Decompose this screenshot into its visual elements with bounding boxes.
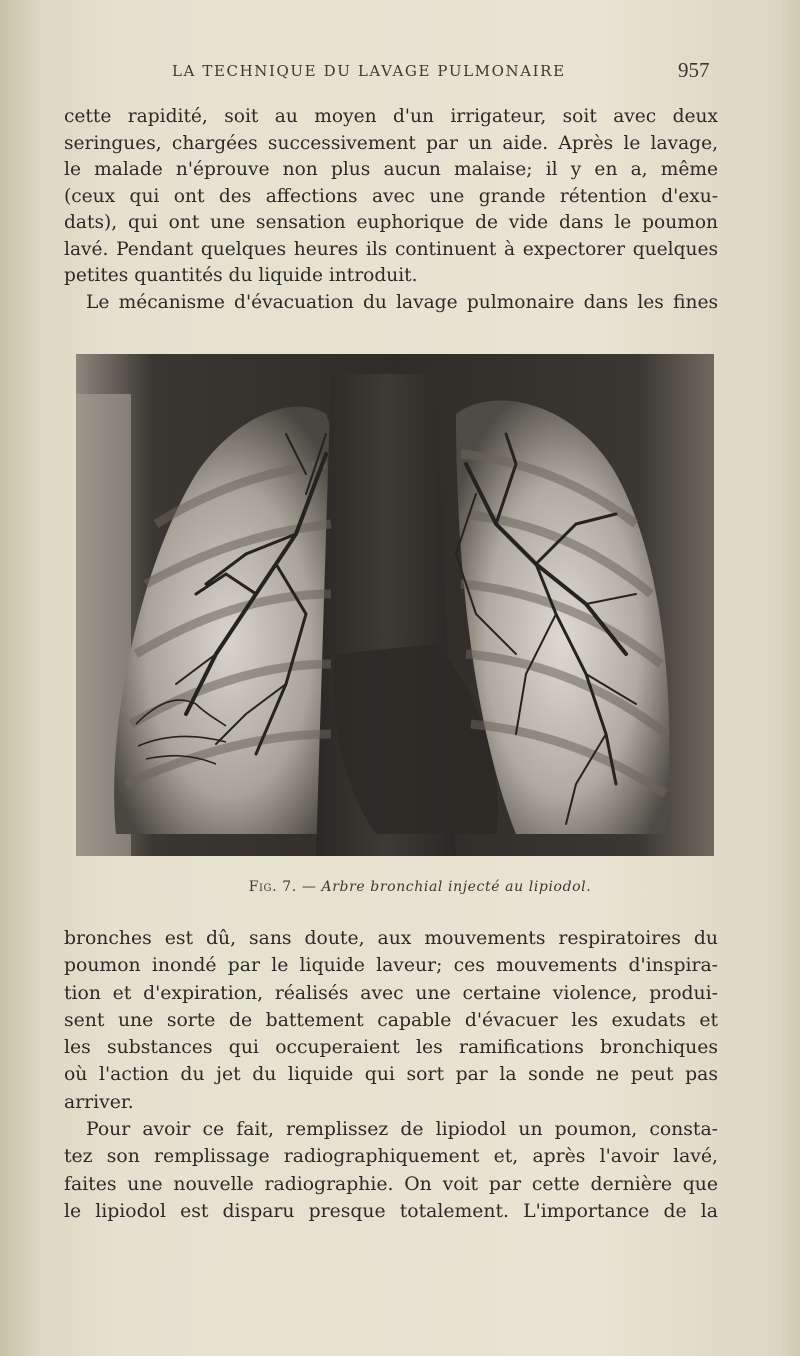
figure-caption-text: Arbre bronchial injecté au lipiodol. bbox=[321, 879, 592, 895]
text-line: seringues, chargées successivement par un aide. Après le lavage, bbox=[64, 132, 718, 154]
text-line: (ceux qui ont des affections avec une grande rétention d'exu- bbox=[64, 185, 718, 207]
text-line: poumon inondé par le liquide laveur; ces mouvements d'inspira- bbox=[64, 955, 718, 977]
figure-caption bbox=[0, 879, 800, 895]
text-line: où l'action du jet du liquide qui sort par la sonde ne peut pas bbox=[64, 1064, 718, 1086]
text-line: Le mécanisme d'évacuation du lavage pulmonaire dans les fines bbox=[86, 291, 718, 313]
page-header bbox=[0, 58, 800, 88]
text-line: Pour avoir ce fait, remplissez de lipiodol un poumon, consta- bbox=[86, 1119, 718, 1141]
page-number: 957 bbox=[678, 58, 710, 82]
chest-radiograph-image bbox=[76, 354, 714, 856]
text-line: arriver. bbox=[64, 1091, 134, 1113]
paragraph-bottom bbox=[64, 925, 718, 1225]
text-line: le lipiodol est disparu presque totalement. L'importance de la bbox=[64, 1200, 718, 1222]
text-line: cette rapidité, soit au moyen d'un irrigateur, soit avec deux bbox=[64, 106, 718, 127]
text-line: faites une nouvelle radiographie. On voit par cette dernière que bbox=[64, 1173, 718, 1195]
text-line: tion et d'expiration, réalisés avec une certaine violence, produi- bbox=[64, 982, 718, 1004]
radiograph-figure bbox=[76, 354, 714, 856]
text-line: les substances qui occuperaient les ramifications bronchiques bbox=[64, 1037, 718, 1059]
text-line: petites quantités du liquide introduit. bbox=[64, 265, 418, 286]
text-line: le malade n'éprouve non plus aucun malaise; il y en a, même bbox=[64, 159, 718, 180]
text-line: tez son remplissage radiographiquement et, après l'avoir lavé, bbox=[64, 1146, 718, 1168]
text-line: lavé. Pendant quelques heures ils continuent à expectorer quelques bbox=[64, 238, 718, 260]
figure-label: Fig. 7. — bbox=[248, 879, 317, 895]
text-line: dats), qui ont une sensation euphorique de vide dans le poumon bbox=[64, 212, 718, 233]
text-line: bronches est dû, sans doute, aux mouvements respiratoires du bbox=[64, 928, 718, 949]
text-line: sent une sorte de battement capable d'évacuer les exudats et bbox=[64, 1009, 718, 1031]
paragraph-top bbox=[64, 104, 718, 316]
running-title: LA TECHNIQUE DU LAVAGE PULMONAIRE bbox=[172, 62, 566, 80]
